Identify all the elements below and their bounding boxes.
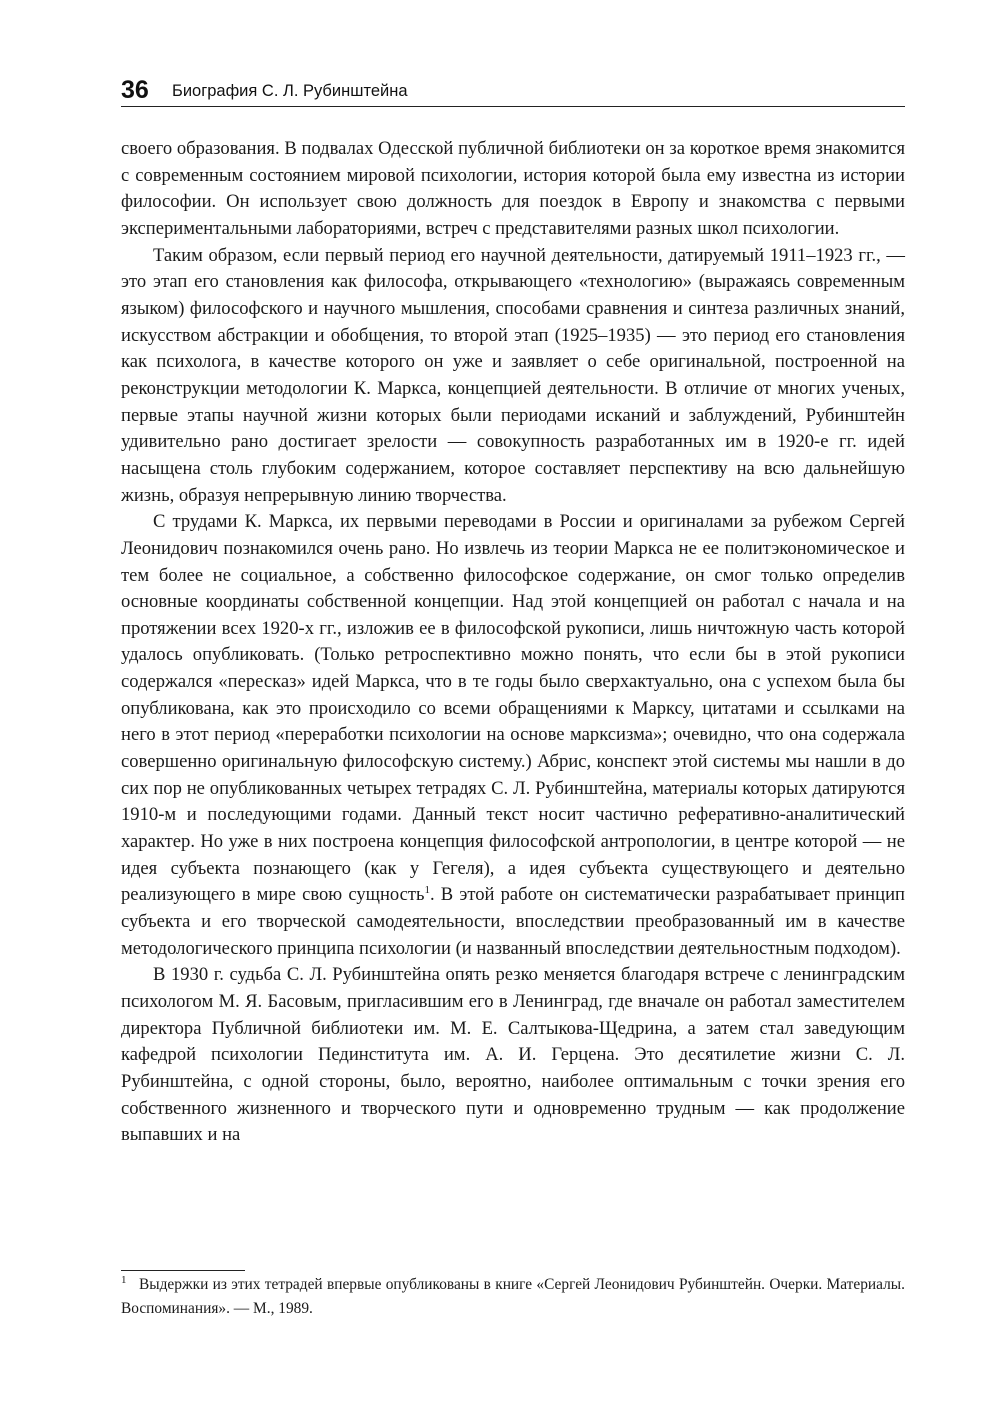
main-text — [121, 136, 905, 1149]
paragraph-4: В 1930 г. судьба С. Л. Рубинштейна опять резко меняется благодаря встрече с ленинградским психологом М. Я. Басовым, пригласившим его в Ленинград, где вначале он работал заместителем директора Публичной библиотеки им. М. Е. Салтыкова-Щедрина, а затем стал заведующим кафедрой психологии Пединститута им. А. И. Герцена. Это десятилетие жизни С. Л. Рубинштейна, с одной стороны, было, вероятно, наиболее оптимальным с точки зрения его собственного жизненного и творческого пути и одновременно трудным — как продолжение выпавших и на — [121, 964, 905, 1146]
footnote: 1 Выдержки из этих тетрадей впервые опубликованы в книге «Сергей Леонидович Рубинштейн. Очерки. Материалы. Воспоминания». — М., 1989. — [121, 1274, 905, 1317]
page-number: 36 — [121, 76, 149, 104]
paragraph-3 — [121, 509, 905, 962]
page-header — [121, 76, 905, 107]
footnote-reference[interactable]: 1 — [424, 884, 431, 897]
running-title: Биография С. Л. Рубинштейна — [172, 82, 408, 100]
paragraph-1: своего образования. В подвалах Одесской публичной библиотеки он за короткое время знакомится с современным состоянием мировой психологии, история которой была ему известна из истории философии. Он использует свою должность для поездок в Европу и знакомства с первыми экспериментальными лабораториями, встреч с представителями разных школ психологии. — [121, 138, 905, 239]
paragraph-3-text-b: . В этой работе он систематически разрабатывает принцип субъекта и его творческой самодеятельности, впоследствии преобразованный им в качестве методологического принципа психологии (и названный впоследствии деятельностным подходом). — [121, 884, 905, 959]
paragraph-3-text-a: С трудами К. Маркса, их первыми переводами в России и оригиналами за рубежом Сергей Леонидович познакомился очень рано. Но извлечь из теории Маркса не ее политэкономическое и тем более не социальное, а собственно философское содержание, он смог только определив основные координаты собственной концепции. Над этой концепцией он работал с начала и на протяжении всех 1920-х гг., изложив ее в философской рукописи, лишь ничтожную часть которой удалось опубликовать. (Только ретроспективно можно понять, что если бы в этой рукописи содержался «пересказ» идей Маркса, что в те годы было сверхактуально, она с успехом была бы опубликована, как это происходило со всеми обращениями к Марксу, цитатами и ссылками на него в этот период «переработки психологии на основе марксизма»; очевидно, что она содержала совершенно оригинальную философскую систему.) Абрис, конспект этой системы мы нашли в до сих пор не опубликованных четырех тетрадях С. Л. Рубинштейна, материалы которых датируются 1910-м и последующими годами. Данный текст носит частично реферативно-аналитический характер. Но уже в них построена концепция философской антропологии, в центре которой — не идея субъекта познающего (как у Гегеля), а идея субъекта существующего и деятельно реализующего в мире свою сущность — [121, 511, 905, 906]
footnote-divider — [121, 1270, 245, 1271]
footnote-text: Выдержки из этих тетрадей впервые опубликованы в книге «Сергей Леонидович Рубинштейн. Очерки. Материалы. Воспоминания». — М., 1989. — [121, 1276, 905, 1317]
paragraph-2: Таким образом, если первый период его научной деятельности, датируемый 1911–1923 гг., — это этап его становления как философа, открывающего «технологию» (выражаясь современным языком) философского и научного мышления, способами сравнения и синтеза различных знаний, искусством абстракции и обобщения, то второй этап (1925–1935) — это период его становления как психолога, в качестве которого он уже и заявляет о себе оригинальной, построенной на реконструкции методологии К. Маркса, концепцией деятельности. В отличие от многих ученых, первые этапы научной жизни которых были периодами исканий и заблуждений, Рубинштейн удивительно рано достигает зрелости — совокупность разработанных им в 1920-е гг. идей насыщена столь глубоким содержанием, которое составляет перспективу на всю дальнейшую жизнь, образуя непрерывную линию творчества. — [121, 244, 905, 506]
